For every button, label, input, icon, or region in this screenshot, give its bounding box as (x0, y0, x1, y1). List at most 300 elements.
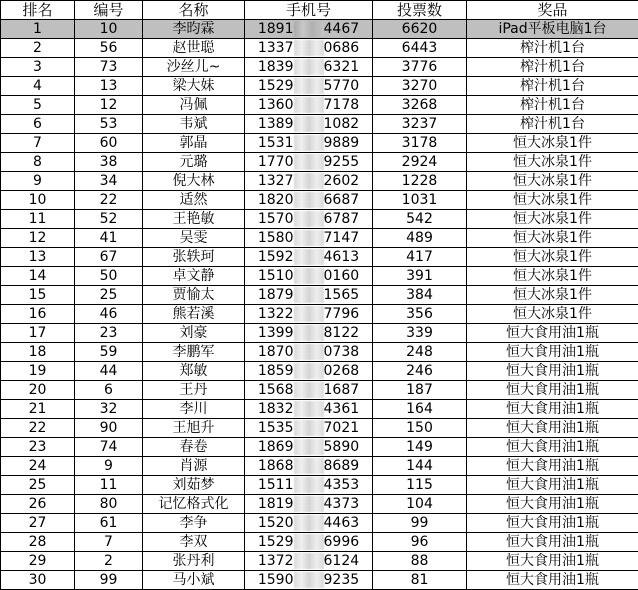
id-cell: 25 (75, 286, 143, 305)
id-cell: 23 (75, 324, 143, 343)
prize-cell: 恒大食用油1瓶 (467, 533, 638, 552)
table-row (1, 571, 638, 590)
phone-mask-blur (294, 249, 324, 265)
table-body (1, 20, 638, 590)
prize-cell: 恒大冰泉1件 (467, 305, 638, 324)
phone-prefix: 1570 (258, 211, 294, 227)
id-cell: 74 (75, 438, 143, 457)
prize-cell: 榨汁机1台 (467, 39, 638, 58)
id-cell: 50 (75, 267, 143, 286)
header-prize: 奖品 (467, 1, 638, 20)
votes-cell: 391 (373, 267, 467, 286)
table-row (1, 229, 638, 248)
phone-mask-blur (294, 78, 324, 94)
phone-mask-blur (294, 230, 324, 246)
phone-cell (245, 20, 373, 39)
prize-cell: 恒大食用油1瓶 (467, 343, 638, 362)
rank-cell: 16 (1, 305, 75, 324)
header-name: 名称 (143, 1, 245, 20)
table-row (1, 324, 638, 343)
phone-mask-blur (294, 135, 324, 151)
phone-suffix: 5890 (324, 439, 360, 455)
prize-cell: 恒大冰泉1件 (467, 172, 638, 191)
name-cell: 记忆格式化 (143, 495, 245, 514)
phone-mask-blur (294, 21, 324, 37)
name-cell: 王旭升 (143, 419, 245, 438)
phone-mask-blur (294, 211, 324, 227)
name-cell: 张丹利 (143, 552, 245, 571)
phone-suffix: 9235 (324, 572, 360, 588)
prize-cell: 恒大食用油1瓶 (467, 362, 638, 381)
prize-cell: 恒大冰泉1件 (467, 248, 638, 267)
phone-cell (245, 191, 373, 210)
phone-cell (245, 229, 373, 248)
votes-cell: 339 (373, 324, 467, 343)
header-rank: 排名 (1, 1, 75, 20)
rank-cell: 14 (1, 267, 75, 286)
votes-cell: 3178 (373, 134, 467, 153)
rank-cell: 21 (1, 400, 75, 419)
name-cell: 李昀霖 (143, 20, 245, 39)
rank-cell: 2 (1, 39, 75, 58)
rank-cell: 9 (1, 172, 75, 191)
rank-cell: 20 (1, 381, 75, 400)
header-row (1, 1, 638, 20)
name-cell: 吴雯 (143, 229, 245, 248)
phone-mask-blur (294, 363, 324, 379)
votes-cell: 6620 (373, 20, 467, 39)
table-row (1, 438, 638, 457)
phone-prefix: 1327 (258, 173, 294, 189)
table-row (1, 58, 638, 77)
phone-cell (245, 419, 373, 438)
votes-cell: 417 (373, 248, 467, 267)
phone-prefix: 1531 (258, 135, 294, 151)
phone-prefix: 1592 (258, 249, 294, 265)
phone-cell (245, 77, 373, 96)
rank-cell: 17 (1, 324, 75, 343)
phone-suffix: 6321 (324, 59, 360, 75)
votes-cell: 3237 (373, 115, 467, 134)
table-row (1, 552, 638, 571)
phone-prefix: 1832 (258, 401, 294, 417)
votes-cell: 115 (373, 476, 467, 495)
phone-cell (245, 248, 373, 267)
rank-cell: 29 (1, 552, 75, 571)
phone-cell (245, 305, 373, 324)
votes-cell: 96 (373, 533, 467, 552)
phone-suffix: 7796 (324, 306, 360, 322)
id-cell: 22 (75, 191, 143, 210)
votes-cell: 6443 (373, 39, 467, 58)
phone-cell (245, 153, 373, 172)
phone-suffix: 5770 (324, 78, 360, 94)
table-row (1, 153, 638, 172)
phone-cell (245, 571, 373, 590)
phone-prefix: 1859 (258, 363, 294, 379)
phone-cell (245, 362, 373, 381)
phone-cell (245, 438, 373, 457)
phone-suffix: 7178 (324, 97, 360, 113)
phone-suffix: 6996 (324, 534, 360, 550)
id-cell: 99 (75, 571, 143, 590)
phone-prefix: 1820 (258, 192, 294, 208)
prize-cell: 恒大冰泉1件 (467, 286, 638, 305)
rank-cell: 19 (1, 362, 75, 381)
rank-cell: 3 (1, 58, 75, 77)
votes-cell: 164 (373, 400, 467, 419)
name-cell: 李争 (143, 514, 245, 533)
table-row (1, 39, 638, 58)
name-cell: 肖源 (143, 457, 245, 476)
phone-cell (245, 58, 373, 77)
phone-mask-blur (294, 553, 324, 569)
rank-cell: 30 (1, 571, 75, 590)
id-cell: 46 (75, 305, 143, 324)
id-cell: 80 (75, 495, 143, 514)
table-row (1, 343, 638, 362)
prize-cell: 恒大食用油1瓶 (467, 495, 638, 514)
phone-suffix: 4613 (324, 249, 360, 265)
rank-cell: 10 (1, 191, 75, 210)
prize-cell: 恒大食用油1瓶 (467, 514, 638, 533)
phone-mask-blur (294, 477, 324, 493)
prize-cell: 恒大冰泉1件 (467, 210, 638, 229)
header-phone: 手机号 (245, 1, 373, 20)
rank-cell: 5 (1, 96, 75, 115)
phone-prefix: 1590 (258, 572, 294, 588)
table-row (1, 419, 638, 438)
phone-mask-blur (294, 40, 324, 56)
id-cell: 41 (75, 229, 143, 248)
name-cell: 郑敏 (143, 362, 245, 381)
prize-cell: 恒大食用油1瓶 (467, 571, 638, 590)
phone-prefix: 1568 (258, 382, 294, 398)
name-cell: 卓文静 (143, 267, 245, 286)
phone-prefix: 1529 (258, 534, 294, 550)
header-votes: 投票数 (373, 1, 467, 20)
id-cell: 52 (75, 210, 143, 229)
phone-suffix: 6787 (324, 211, 360, 227)
prize-cell: 恒大食用油1瓶 (467, 324, 638, 343)
table-row (1, 305, 638, 324)
name-cell: 马小斌 (143, 571, 245, 590)
name-cell: 倪大林 (143, 172, 245, 191)
rank-cell: 26 (1, 495, 75, 514)
rank-cell: 11 (1, 210, 75, 229)
phone-suffix: 4361 (324, 401, 360, 417)
prize-cell: 恒大冰泉1件 (467, 267, 638, 286)
votes-cell: 542 (373, 210, 467, 229)
phone-suffix: 8122 (324, 325, 360, 341)
name-cell: 刘豪 (143, 324, 245, 343)
id-cell: 56 (75, 39, 143, 58)
votes-cell: 150 (373, 419, 467, 438)
table-row (1, 134, 638, 153)
phone-suffix: 1082 (324, 116, 360, 132)
id-cell: 73 (75, 58, 143, 77)
id-cell: 9 (75, 457, 143, 476)
table-row (1, 362, 638, 381)
votes-cell: 88 (373, 552, 467, 571)
table-row (1, 381, 638, 400)
phone-cell (245, 343, 373, 362)
phone-cell (245, 533, 373, 552)
rank-cell: 7 (1, 134, 75, 153)
phone-mask-blur (294, 268, 324, 284)
prize-cell: 榨汁机1台 (467, 115, 638, 134)
prize-cell: 恒大食用油1瓶 (467, 476, 638, 495)
phone-mask-blur (294, 116, 324, 132)
prize-cell: 榨汁机1台 (467, 77, 638, 96)
phone-cell (245, 267, 373, 286)
phone-suffix: 0738 (324, 344, 360, 360)
phone-suffix: 7147 (324, 230, 360, 246)
phone-prefix: 1337 (258, 40, 294, 56)
phone-cell (245, 476, 373, 495)
table-row (1, 476, 638, 495)
phone-suffix: 0686 (324, 40, 360, 56)
phone-prefix: 1510 (258, 268, 294, 284)
id-cell: 13 (75, 77, 143, 96)
votes-cell: 3270 (373, 77, 467, 96)
table-row (1, 514, 638, 533)
phone-mask-blur (294, 420, 324, 436)
phone-mask-blur (294, 344, 324, 360)
prize-cell: 榨汁机1台 (467, 58, 638, 77)
name-cell: 冯佩 (143, 96, 245, 115)
votes-cell: 149 (373, 438, 467, 457)
votes-cell: 3268 (373, 96, 467, 115)
phone-suffix: 6687 (324, 192, 360, 208)
phone-suffix: 4353 (324, 477, 360, 493)
id-cell: 7 (75, 533, 143, 552)
prize-cell: 恒大冰泉1件 (467, 153, 638, 172)
rank-cell: 15 (1, 286, 75, 305)
votes-cell: 384 (373, 286, 467, 305)
phone-mask-blur (294, 306, 324, 322)
phone-mask-blur (294, 439, 324, 455)
name-cell: 元璐 (143, 153, 245, 172)
phone-cell (245, 400, 373, 419)
rank-cell: 1 (1, 20, 75, 39)
phone-suffix: 1687 (324, 382, 360, 398)
phone-suffix: 0160 (324, 268, 360, 284)
votes-cell: 246 (373, 362, 467, 381)
id-cell: 6 (75, 381, 143, 400)
prize-cell: 恒大食用油1瓶 (467, 400, 638, 419)
name-cell: 贾愉太 (143, 286, 245, 305)
phone-prefix: 1580 (258, 230, 294, 246)
rank-cell: 18 (1, 343, 75, 362)
rank-cell: 25 (1, 476, 75, 495)
name-cell: 赵世聪 (143, 39, 245, 58)
phone-prefix: 1389 (258, 116, 294, 132)
table-row (1, 210, 638, 229)
phone-cell (245, 96, 373, 115)
phone-cell (245, 514, 373, 533)
rank-cell: 24 (1, 457, 75, 476)
phone-prefix: 1770 (258, 154, 294, 170)
phone-mask-blur (294, 192, 324, 208)
phone-prefix: 1535 (258, 420, 294, 436)
phone-prefix: 1322 (258, 306, 294, 322)
phone-prefix: 1399 (258, 325, 294, 341)
phone-cell (245, 324, 373, 343)
name-cell: 郭晶 (143, 134, 245, 153)
name-cell: 春卷 (143, 438, 245, 457)
name-cell: 适然 (143, 191, 245, 210)
votes-cell: 99 (373, 514, 467, 533)
phone-mask-blur (294, 496, 324, 512)
phone-suffix: 4373 (324, 496, 360, 512)
phone-mask-blur (294, 59, 324, 75)
id-cell: 38 (75, 153, 143, 172)
id-cell: 11 (75, 476, 143, 495)
phone-prefix: 1868 (258, 458, 294, 474)
votes-cell: 81 (373, 571, 467, 590)
phone-mask-blur (294, 287, 324, 303)
phone-prefix: 1819 (258, 496, 294, 512)
phone-cell (245, 457, 373, 476)
table-row (1, 191, 638, 210)
phone-mask-blur (294, 154, 324, 170)
votes-cell: 489 (373, 229, 467, 248)
votes-cell: 144 (373, 457, 467, 476)
votes-cell: 248 (373, 343, 467, 362)
id-cell: 61 (75, 514, 143, 533)
phone-mask-blur (294, 515, 324, 531)
id-cell: 44 (75, 362, 143, 381)
phone-prefix: 1520 (258, 515, 294, 531)
table-row (1, 248, 638, 267)
prize-cell: 恒大食用油1瓶 (467, 419, 638, 438)
table-row (1, 400, 638, 419)
table-row (1, 286, 638, 305)
prize-cell: 恒大冰泉1件 (467, 191, 638, 210)
prize-cell: 恒大冰泉1件 (467, 229, 638, 248)
table-row (1, 533, 638, 552)
table-row (1, 267, 638, 286)
name-cell: 李双 (143, 533, 245, 552)
phone-prefix: 1372 (258, 553, 294, 569)
table-row (1, 77, 638, 96)
phone-mask-blur (294, 97, 324, 113)
votes-cell: 1031 (373, 191, 467, 210)
phone-suffix: 8689 (324, 458, 360, 474)
phone-suffix: 9889 (324, 135, 360, 151)
rank-cell: 13 (1, 248, 75, 267)
phone-prefix: 1360 (258, 97, 294, 113)
phone-suffix: 6124 (324, 553, 360, 569)
rank-cell: 28 (1, 533, 75, 552)
name-cell: 李川 (143, 400, 245, 419)
votes-cell: 187 (373, 381, 467, 400)
votes-cell: 356 (373, 305, 467, 324)
phone-mask-blur (294, 382, 324, 398)
phone-cell (245, 115, 373, 134)
phone-prefix: 1529 (258, 78, 294, 94)
table-row (1, 457, 638, 476)
phone-prefix: 1870 (258, 344, 294, 360)
name-cell: 刘茹梦 (143, 476, 245, 495)
votes-cell: 2924 (373, 153, 467, 172)
phone-cell (245, 39, 373, 58)
rank-cell: 6 (1, 115, 75, 134)
name-cell: 梁大妹 (143, 77, 245, 96)
phone-cell (245, 552, 373, 571)
id-cell: 32 (75, 400, 143, 419)
phone-cell (245, 210, 373, 229)
phone-cell (245, 172, 373, 191)
rank-cell: 4 (1, 77, 75, 96)
name-cell: 熊若溪 (143, 305, 245, 324)
phone-mask-blur (294, 401, 324, 417)
phone-prefix: 1869 (258, 439, 294, 455)
id-cell: 67 (75, 248, 143, 267)
phone-suffix: 9255 (324, 154, 360, 170)
phone-suffix: 1565 (324, 287, 360, 303)
id-cell: 53 (75, 115, 143, 134)
rank-cell: 22 (1, 419, 75, 438)
name-cell: 李鹏军 (143, 343, 245, 362)
phone-mask-blur (294, 173, 324, 189)
votes-cell: 104 (373, 495, 467, 514)
phone-suffix: 0268 (324, 363, 360, 379)
table-row (1, 172, 638, 191)
id-cell: 34 (75, 172, 143, 191)
phone-suffix: 2602 (324, 173, 360, 189)
phone-cell (245, 381, 373, 400)
phone-suffix: 7021 (324, 420, 360, 436)
phone-prefix: 1879 (258, 287, 294, 303)
rank-cell: 23 (1, 438, 75, 457)
prize-cell: 榨汁机1台 (467, 96, 638, 115)
phone-mask-blur (294, 458, 324, 474)
id-cell: 60 (75, 134, 143, 153)
name-cell: 沙丝儿~ (143, 58, 245, 77)
phone-cell (245, 286, 373, 305)
id-cell: 2 (75, 552, 143, 571)
table-row (1, 115, 638, 134)
id-cell: 12 (75, 96, 143, 115)
phone-prefix: 1891 (258, 21, 294, 37)
votes-cell: 3776 (373, 58, 467, 77)
phone-prefix: 1839 (258, 59, 294, 75)
phone-suffix: 4467 (324, 21, 360, 37)
name-cell: 张轶珂 (143, 248, 245, 267)
prize-cell: 恒大食用油1瓶 (467, 438, 638, 457)
rank-cell: 12 (1, 229, 75, 248)
header-id: 编号 (75, 1, 143, 20)
prize-cell: 恒大冰泉1件 (467, 134, 638, 153)
phone-suffix: 4463 (324, 515, 360, 531)
name-cell: 韦斌 (143, 115, 245, 134)
name-cell: 王艳敏 (143, 210, 245, 229)
phone-mask-blur (294, 572, 324, 588)
table-row (1, 96, 638, 115)
votes-cell: 1228 (373, 172, 467, 191)
prize-cell: 恒大食用油1瓶 (467, 457, 638, 476)
prize-cell: 恒大食用油1瓶 (467, 552, 638, 571)
phone-mask-blur (294, 534, 324, 550)
id-cell: 10 (75, 20, 143, 39)
id-cell: 90 (75, 419, 143, 438)
rank-cell: 8 (1, 153, 75, 172)
table-row (1, 20, 638, 39)
id-cell: 59 (75, 343, 143, 362)
name-cell: 王丹 (143, 381, 245, 400)
